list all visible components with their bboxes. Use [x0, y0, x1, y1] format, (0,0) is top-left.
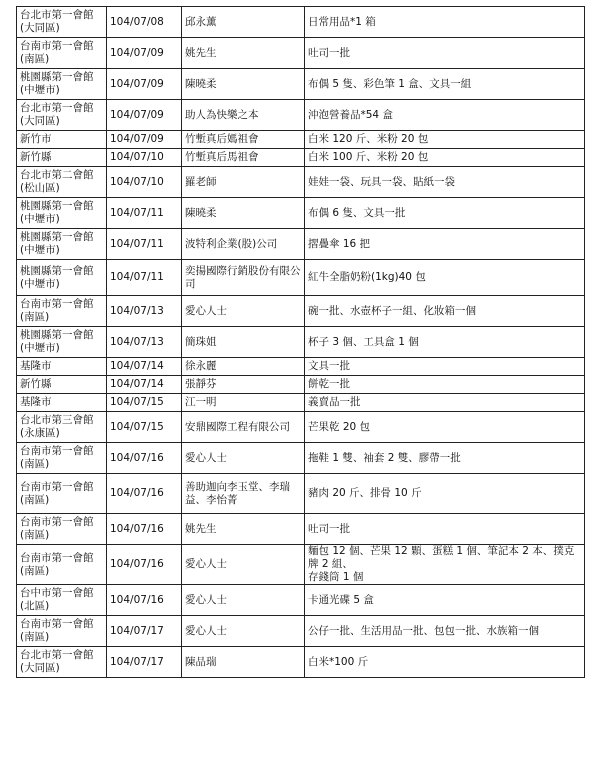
items-cell: 芒果乾 20 包	[305, 412, 585, 443]
donor-cell: 陳品瑞	[182, 647, 305, 678]
table-row	[17, 131, 585, 149]
table-row	[17, 585, 585, 616]
date-cell: 104/07/09	[107, 69, 182, 100]
branch-cell: 台北市第二會館 (松山區)	[17, 167, 107, 198]
branch-cell: 台中市第一會館 (北區)	[17, 585, 107, 616]
branch-cell: 台南市第一會館 (南區)	[17, 38, 107, 69]
donor-cell: 徐永麗	[182, 358, 305, 376]
branch-cell: 台南市第一會館 (南區)	[17, 545, 107, 585]
table-row	[17, 376, 585, 394]
branch-cell: 基隆市	[17, 358, 107, 376]
table-row	[17, 100, 585, 131]
donor-cell: 愛心人士	[182, 616, 305, 647]
branch-cell: 台北市第一會館 (大同區)	[17, 100, 107, 131]
donation-table	[16, 6, 585, 678]
branch-cell: 新竹市	[17, 131, 107, 149]
items-cell: 杯子 3 個、工具盒 1 個	[305, 327, 585, 358]
table-row	[17, 149, 585, 167]
date-cell: 104/07/16	[107, 585, 182, 616]
branch-cell: 桃園縣第一會館 (中壢市)	[17, 198, 107, 229]
table-row	[17, 358, 585, 376]
date-cell: 104/07/09	[107, 131, 182, 149]
items-cell: 豬肉 20 斤、排骨 10 斤	[305, 474, 585, 514]
donor-cell: 簡珠姐	[182, 327, 305, 358]
donor-cell: 張靜芬	[182, 376, 305, 394]
table-row	[17, 327, 585, 358]
date-cell: 104/07/17	[107, 616, 182, 647]
donor-cell: 江一明	[182, 394, 305, 412]
date-cell: 104/07/11	[107, 260, 182, 296]
date-cell: 104/07/10	[107, 167, 182, 198]
branch-cell: 新竹縣	[17, 149, 107, 167]
branch-cell: 台北市第三會館 (永康區)	[17, 412, 107, 443]
donor-cell: 愛心人士	[182, 585, 305, 616]
branch-cell: 台南市第一會館 (南區)	[17, 616, 107, 647]
date-cell: 104/07/16	[107, 545, 182, 585]
branch-cell: 桃園縣第一會館 (中壢市)	[17, 229, 107, 260]
date-cell: 104/07/13	[107, 296, 182, 327]
date-cell: 104/07/11	[107, 229, 182, 260]
date-cell: 104/07/15	[107, 394, 182, 412]
table-row	[17, 7, 585, 38]
items-cell: 白米 100 斤、米粉 20 包	[305, 149, 585, 167]
branch-cell: 台北市第一會館 (大同區)	[17, 7, 107, 38]
items-cell: 沖泡營養品*54 盒	[305, 100, 585, 131]
branch-cell: 台南市第一會館 (南區)	[17, 474, 107, 514]
donor-cell: 奕揚國際行銷股份有限公司	[182, 260, 305, 296]
table-row	[17, 167, 585, 198]
items-cell: 卡通光碟 5 盒	[305, 585, 585, 616]
items-cell: 文具一批	[305, 358, 585, 376]
branch-cell: 新竹縣	[17, 376, 107, 394]
date-cell: 104/07/11	[107, 198, 182, 229]
items-cell: 紅牛全脂奶粉(1kg)40 包	[305, 260, 585, 296]
table-row	[17, 412, 585, 443]
items-cell: 吐司一批	[305, 514, 585, 545]
date-cell: 104/07/14	[107, 376, 182, 394]
branch-cell: 基隆市	[17, 394, 107, 412]
items-cell: 拖鞋 1 雙、袖套 2 雙、膠帶一批	[305, 443, 585, 474]
table-row	[17, 616, 585, 647]
table-row	[17, 260, 585, 296]
items-cell: 吐司一批	[305, 38, 585, 69]
branch-cell: 台南市第一會館 (南區)	[17, 514, 107, 545]
donor-cell: 愛心人士	[182, 443, 305, 474]
branch-cell: 台南市第一會館 (南區)	[17, 296, 107, 327]
date-cell: 104/07/14	[107, 358, 182, 376]
donor-cell: 陳曉柔	[182, 69, 305, 100]
donation-table-body	[17, 7, 585, 678]
donation-record-sheet	[16, 6, 584, 678]
date-cell: 104/07/10	[107, 149, 182, 167]
table-row	[17, 443, 585, 474]
donor-cell: 助人為快樂之本	[182, 100, 305, 131]
donor-cell: 善助迦向李玉堂、李瑞 益、李怡菁	[182, 474, 305, 514]
date-cell: 104/07/15	[107, 412, 182, 443]
table-row	[17, 474, 585, 514]
donor-cell: 竹塹真后馬祖會	[182, 149, 305, 167]
date-cell: 104/07/16	[107, 474, 182, 514]
date-cell: 104/07/09	[107, 38, 182, 69]
branch-cell: 桃園縣第一會館 (中壢市)	[17, 260, 107, 296]
items-cell: 麵包 12 個、芒果 12 顆、蛋糕 1 個、筆記本 2 本、撲克牌 2 組、 存錢筒 1 個	[305, 545, 585, 585]
donor-cell: 安鼎國際工程有限公司	[182, 412, 305, 443]
donor-cell: 姚先生	[182, 38, 305, 69]
items-cell: 布偶 5 隻、彩色筆 1 盒、文具一組	[305, 69, 585, 100]
donor-cell: 羅老師	[182, 167, 305, 198]
items-cell: 碗一批、水壺杯子一組、化妝箱一個	[305, 296, 585, 327]
donor-cell: 姚先生	[182, 514, 305, 545]
items-cell: 白米*100 斤	[305, 647, 585, 678]
items-cell: 義賣品一批	[305, 394, 585, 412]
branch-cell: 桃園縣第一會館 (中壢市)	[17, 327, 107, 358]
items-cell: 摺疊傘 16 把	[305, 229, 585, 260]
donor-cell: 愛心人士	[182, 545, 305, 585]
donor-cell: 陳曉柔	[182, 198, 305, 229]
items-cell: 白米 120 斤、米粉 20 包	[305, 131, 585, 149]
branch-cell: 桃園縣第一會館 (中壢市)	[17, 69, 107, 100]
table-row	[17, 514, 585, 545]
items-cell: 布偶 6 隻、文具一批	[305, 198, 585, 229]
date-cell: 104/07/09	[107, 100, 182, 131]
donor-cell: 波特利企業(股)公司	[182, 229, 305, 260]
table-row	[17, 229, 585, 260]
items-cell: 日常用品*1 箱	[305, 7, 585, 38]
items-cell: 餅乾一批	[305, 376, 585, 394]
table-row	[17, 296, 585, 327]
items-cell: 公仔一批、生活用品一批、包包一批、水族箱一個	[305, 616, 585, 647]
donor-cell: 邱永薰	[182, 7, 305, 38]
branch-cell: 台南市第一會館 (南區)	[17, 443, 107, 474]
date-cell: 104/07/16	[107, 443, 182, 474]
table-row	[17, 38, 585, 69]
table-row	[17, 198, 585, 229]
donor-cell: 竹塹真后媽祖會	[182, 131, 305, 149]
table-row	[17, 69, 585, 100]
donor-cell: 愛心人士	[182, 296, 305, 327]
date-cell: 104/07/17	[107, 647, 182, 678]
branch-cell: 台北市第一會館 (大同區)	[17, 647, 107, 678]
items-cell: 娃娃一袋、玩具一袋、貼紙一袋	[305, 167, 585, 198]
table-row	[17, 545, 585, 585]
table-row	[17, 394, 585, 412]
table-row	[17, 647, 585, 678]
date-cell: 104/07/16	[107, 514, 182, 545]
date-cell: 104/07/08	[107, 7, 182, 38]
date-cell: 104/07/13	[107, 327, 182, 358]
